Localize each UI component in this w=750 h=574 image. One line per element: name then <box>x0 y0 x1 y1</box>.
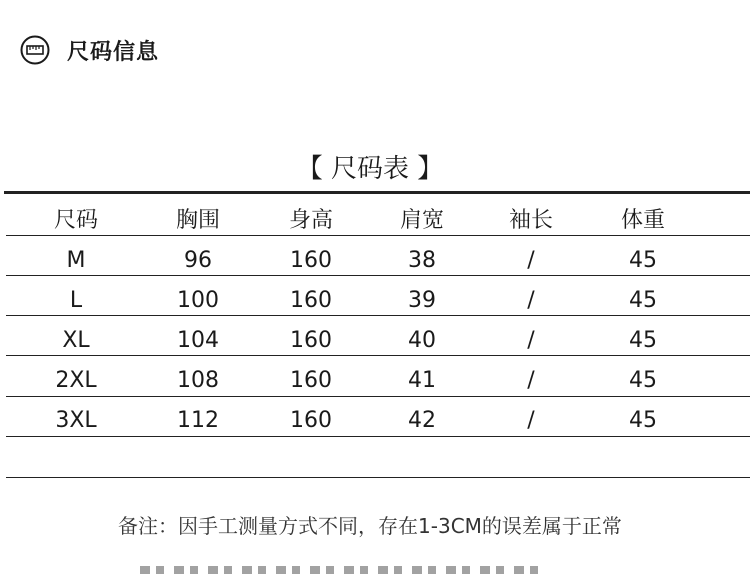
section-header <box>20 32 159 68</box>
table-bottom-rule <box>6 477 750 478</box>
column-header-shoulder: 肩宽 <box>399 208 444 233</box>
section-title: 尺码信息 <box>67 39 160 65</box>
cell-sleeve: / <box>527 288 535 313</box>
cell-shoulder: 39 <box>408 288 436 313</box>
cell-size: XL <box>62 328 90 353</box>
table-rule <box>6 355 750 356</box>
ruler-icon <box>20 35 50 65</box>
cell-weight: 45 <box>629 328 657 353</box>
cell-sleeve: / <box>527 248 535 273</box>
table-rule <box>6 235 750 236</box>
cell-sleeve: / <box>527 368 535 393</box>
cell-weight: 45 <box>629 288 657 313</box>
cell-height: 160 <box>290 328 332 353</box>
column-header-sleeve: 袖长 <box>508 208 553 233</box>
column-header-bust: 胸围 <box>175 208 220 233</box>
cell-weight: 45 <box>629 248 657 273</box>
cell-shoulder: 41 <box>408 368 436 393</box>
cell-height: 160 <box>290 288 332 313</box>
cell-bust: 108 <box>177 368 219 393</box>
cell-height: 160 <box>290 408 332 433</box>
cell-weight: 45 <box>629 408 657 433</box>
table-row <box>0 401 750 441</box>
cell-height: 160 <box>290 368 332 393</box>
column-header-height: 身高 <box>288 208 333 233</box>
cell-height: 160 <box>290 248 332 273</box>
cell-size: M <box>66 248 86 273</box>
cell-size: 3XL <box>55 408 97 433</box>
cell-bust: 112 <box>177 408 219 433</box>
cell-sleeve: / <box>527 328 535 353</box>
table-rule <box>6 315 750 316</box>
cell-size: 2XL <box>55 368 97 393</box>
column-header-size: 尺码 <box>53 208 98 233</box>
cell-shoulder: 42 <box>408 408 436 433</box>
cell-shoulder: 40 <box>408 328 436 353</box>
cell-sleeve: / <box>527 408 535 433</box>
column-header-weight: 体重 <box>620 208 665 233</box>
cell-weight: 45 <box>629 368 657 393</box>
footnote: 备注：因手工测量方式不同，存在1-3CM的误差属于正常 <box>118 514 622 538</box>
table-top-rule <box>4 191 750 194</box>
cell-bust: 96 <box>184 248 212 273</box>
table-rule <box>6 396 750 397</box>
table-rule <box>6 275 750 276</box>
table-rule <box>6 436 750 437</box>
cell-bust: 104 <box>177 328 219 353</box>
cell-shoulder: 38 <box>408 248 436 273</box>
table-title: 【 尺码表 】 <box>296 154 444 184</box>
table-row <box>0 361 750 401</box>
cell-size: L <box>69 288 83 313</box>
cell-bust: 100 <box>177 288 219 313</box>
cropped-text-fragment <box>140 560 540 574</box>
